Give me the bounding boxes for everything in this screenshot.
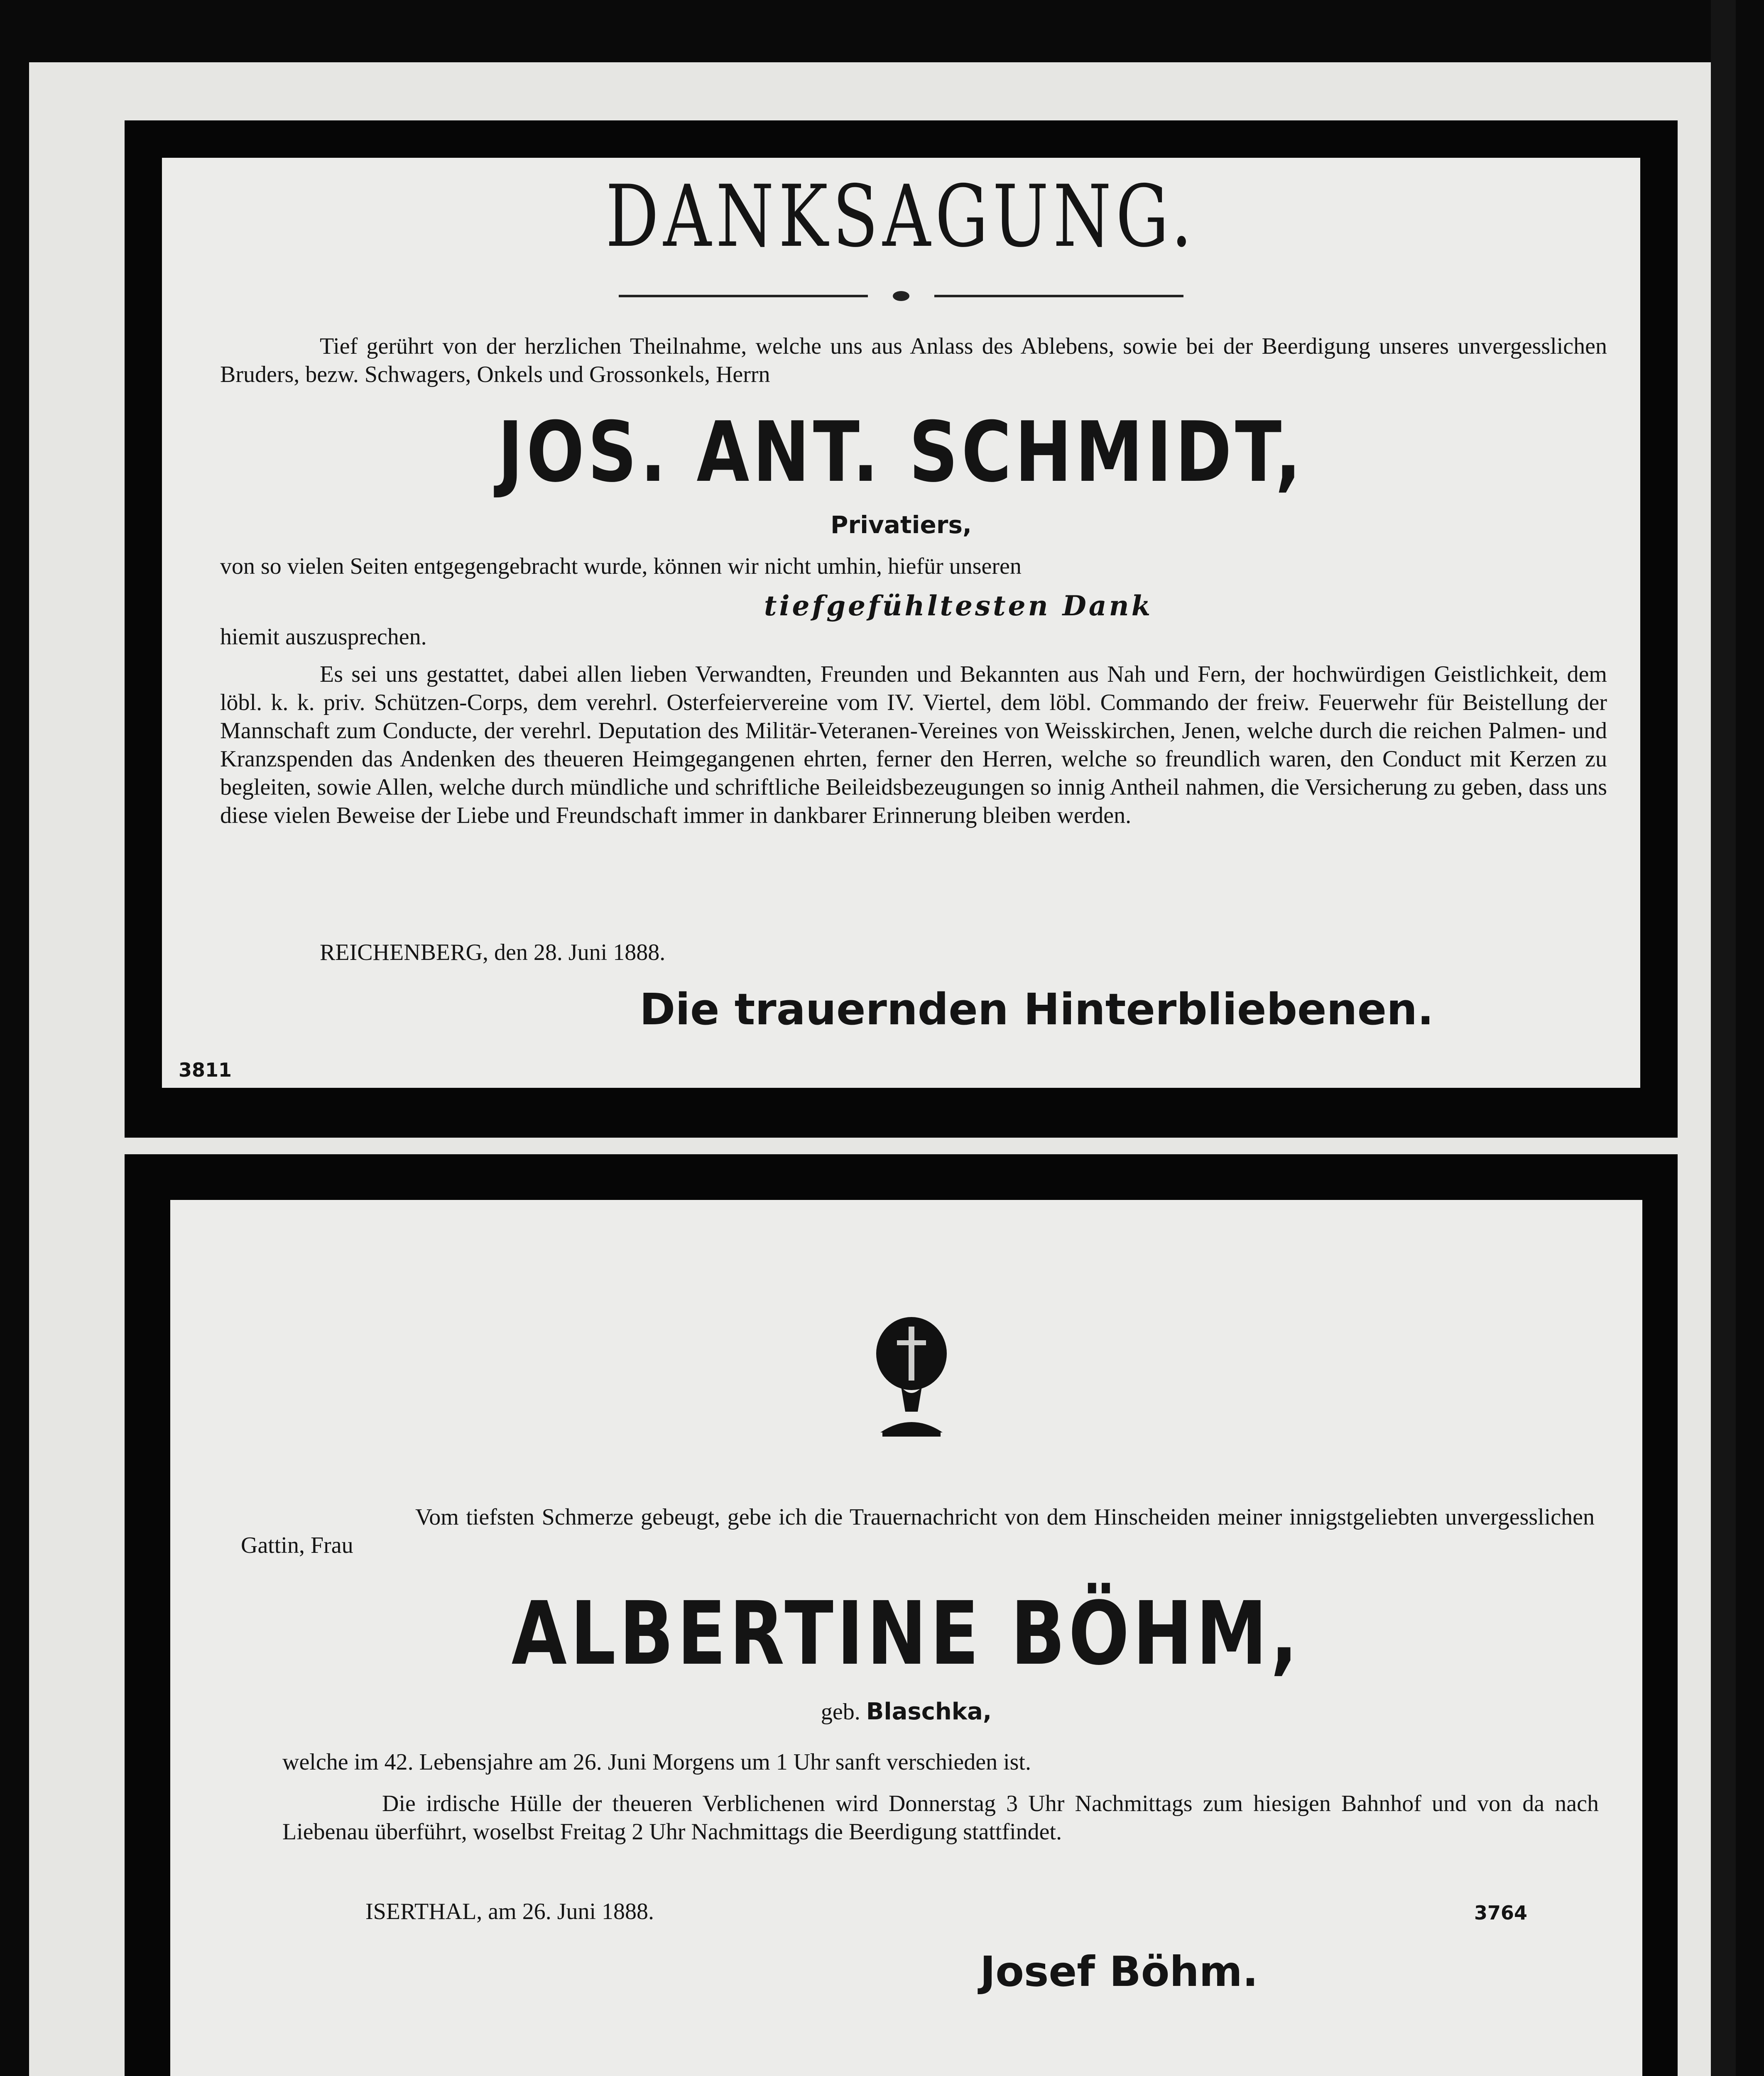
- death-notice: [125, 1154, 1678, 2076]
- thanks-notice: [125, 120, 1678, 1138]
- film-border-top: [0, 0, 1764, 62]
- deceased-name: ALBERTINE BÖHM,: [511, 1583, 1301, 1684]
- death-intro: Vom tiefsten Schmerze gebeugt, gebe ich die Trauernachricht von dem Hinscheiden meiner innigstgeliebten unvergesslichen Gattin, Frau: [241, 1504, 1595, 1558]
- cross-urn-icon: [872, 1316, 951, 1441]
- notice-title: DANKSAGUNG.: [605, 167, 1197, 266]
- thanks-signature: Die trauernden Hinterbliebenen.: [639, 984, 1434, 1035]
- funeral-info: Die irdische Hülle der theueren Verblichenen wird Donnerstag 3 Uhr Nachmittags zum hiesigen Bahnhof und von da nach Liebenau überführt, woselbst Freitag 2 Uhr Nachmittags die Beerdigung stattfindet.: [282, 1791, 1599, 1845]
- ad-number: 3811: [179, 1059, 232, 1081]
- maiden-prefix: geb.: [821, 1699, 860, 1725]
- maiden-name-line: [170, 1698, 1642, 1725]
- ad-number: 3764: [1474, 1902, 1528, 1924]
- death-signature: Josef Böhm.: [980, 1947, 1258, 1996]
- death-place-date: ISERTHAL, am 26. Juni 1888.: [365, 1899, 654, 1924]
- thanks-line-before: von so vielen Seiten entgegengebracht wurde, können wir nicht umhin, hiefür unseren: [220, 553, 1022, 579]
- thanks-intro: Tief gerührt von der herzlichen Theilnahme, welche uns aus Anlass des Ablebens, sowie bei der Beerdigung unseres unvergesslichen Bruders, bezw. Schwagers, Onkels und Grossonkels, Herrn: [220, 333, 1607, 387]
- newspaper-page: [29, 62, 1711, 2076]
- thanks-paragraph: Es sei uns gestattet, dabei allen lieben Verwandten, Freunden und Bekannten aus Nah und Fern, der hochwürdigen Geistlichkeit, dem löbl. k. k. priv. Schützen-Corps, dem verehrl. Osterfeiervereine vom IV. Viertel, dem löbl. Commando der freiw. Feuerwehr für Beistellung der Mannschaft zum Conducte, der verehrl. Deputation des Militär-Veteranen-Vereines von Weisskirchen, Jenen, welche durch die reichen Palmen- und Kranzspenden das Andenken des theueren Heimgegangenen ehrten, ferner den Herren, welche so freundlich waren, den Conduct mit Kerzen zu begleiten, sowie Allen, welche durch mündliche und schriftliche Beileidsbezeugungen so innig Antheil nahmen, die Versicherung zu geben, dass uns diese vielen Beweise der Liebe und Freundschaft immer in dankbarer Erinnerung bleiben werden.: [220, 661, 1607, 828]
- deceased-name: JOS. ANT. SCHMIDT,: [497, 404, 1305, 501]
- maiden-name: Blaschka,: [866, 1698, 992, 1725]
- thanks-phrase: tiefgefühltesten Dank: [764, 590, 1153, 622]
- death-date-line: welche im 42. Lebensjahre am 26. Juni Morgens um 1 Uhr sanft verschieden ist.: [282, 1749, 1031, 1775]
- thanks-line-after: hiemit auszusprechen.: [220, 624, 427, 650]
- film-border-right: [1736, 0, 1764, 2076]
- deceased-occupation: Privatiers,: [830, 511, 972, 539]
- adjacent-column-gutter: [1711, 0, 1736, 2076]
- film-border-left: [0, 0, 29, 2076]
- thanks-place-date: REICHENBERG, den 28. Juni 1888.: [320, 940, 666, 965]
